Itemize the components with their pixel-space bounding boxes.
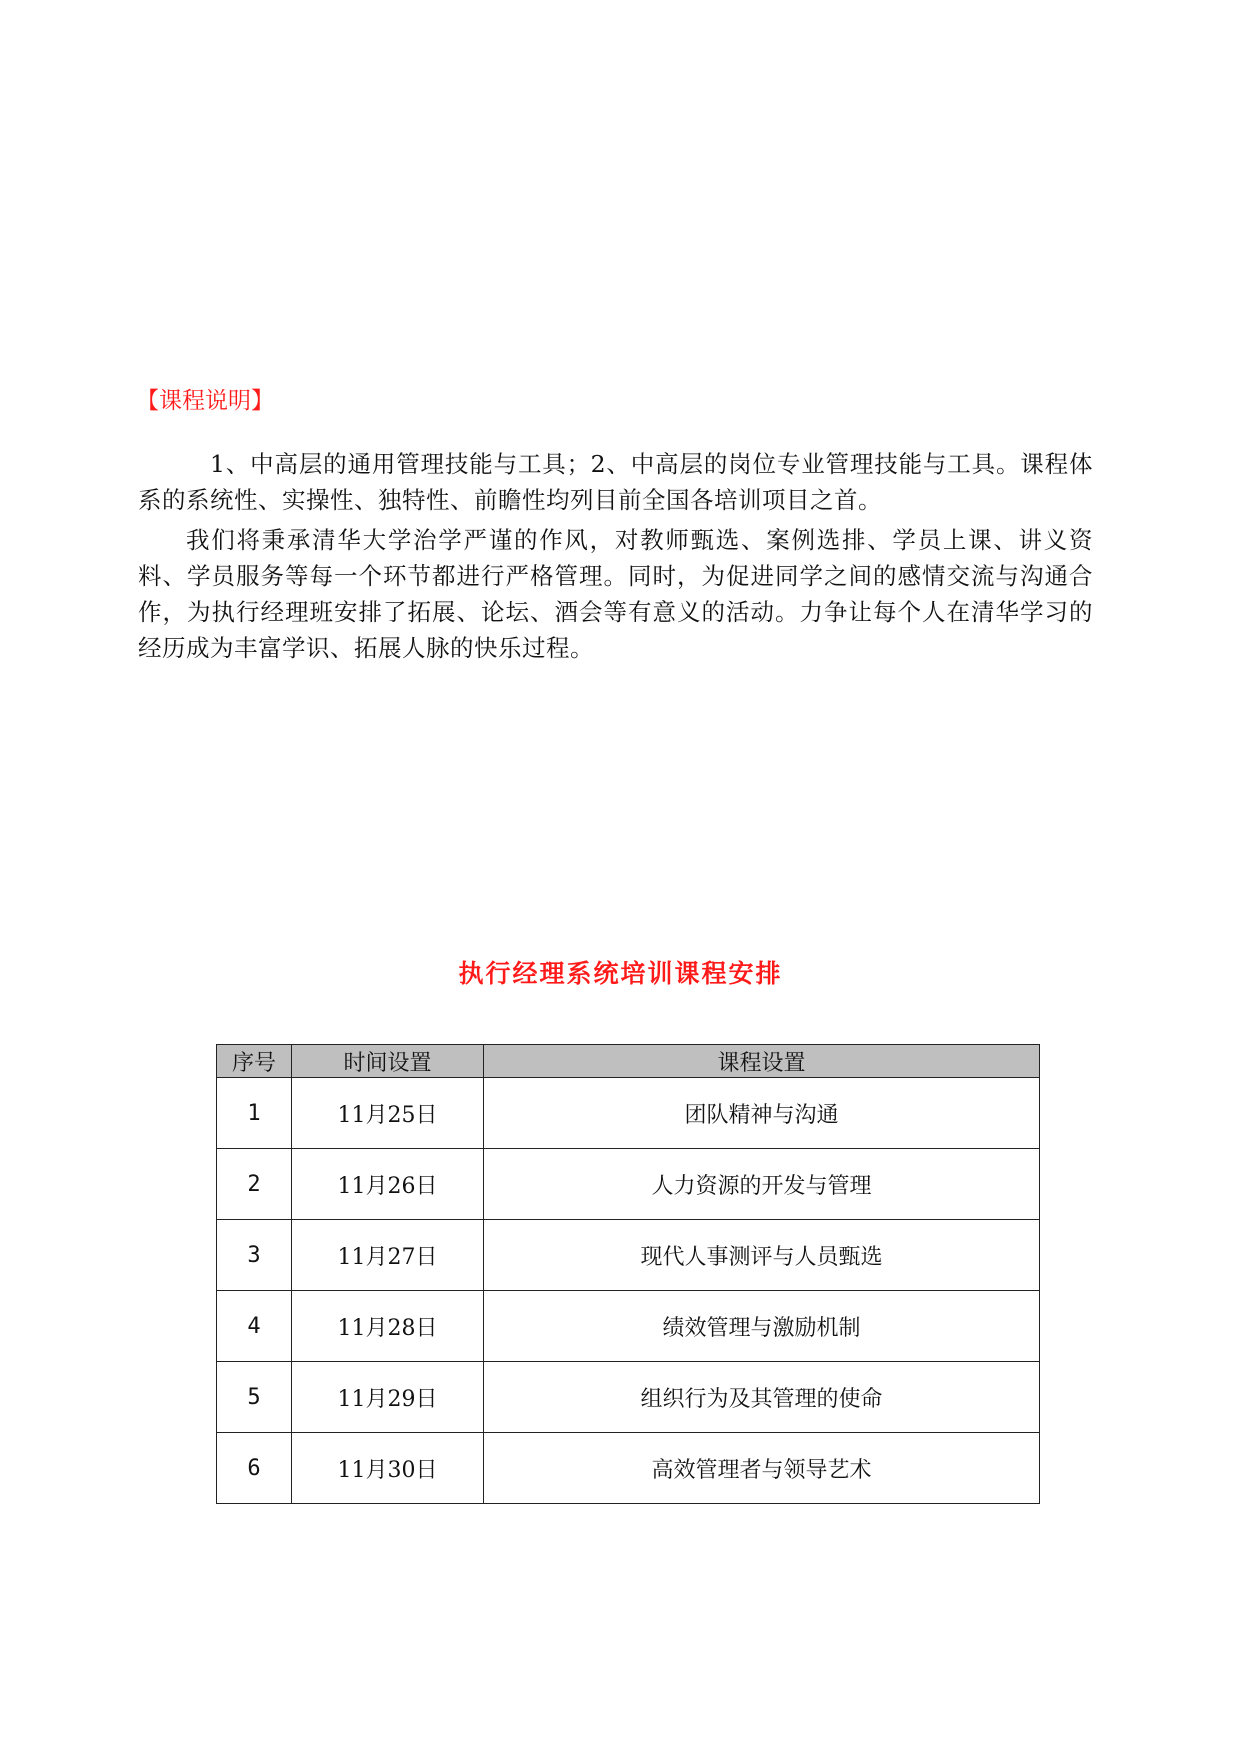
row-date: 11月29日 [292, 1362, 484, 1433]
row-course: 人力资源的开发与管理 [484, 1149, 1040, 1220]
row-course: 组织行为及其管理的使命 [484, 1362, 1040, 1433]
course-description-paragraph-1: 1、中高层的通用管理技能与工具；2、中高层的岗位专业管理技能与工具。课程体系的系统性、实操性、独特性、前瞻性均列目前全国各培训项目之首。 [138, 450, 1093, 514]
table-row [217, 1220, 1040, 1291]
table-row [217, 1078, 1040, 1149]
row-course: 绩效管理与激励机制 [484, 1291, 1040, 1362]
row-date: 11月27日 [292, 1220, 484, 1291]
table-header-row [217, 1045, 1040, 1078]
table-row [217, 1291, 1040, 1362]
schedule-table [216, 1044, 1040, 1504]
schedule-title: 执行经理系统培训课程安排 [458, 959, 783, 988]
table-row [217, 1362, 1040, 1433]
row-course: 团队精神与沟通 [484, 1078, 1040, 1149]
row-index: 1 [217, 1078, 292, 1149]
row-index: 6 [217, 1433, 292, 1504]
row-date: 11月28日 [292, 1291, 484, 1362]
course-description-paragraph-2: 我们将秉承清华大学治学严谨的作风，对教师甄选、案例选排、学员上课、讲义资料、学员服务等每一个环节都进行严格管理。同时，为促进同学之间的感情交流与沟通合作，为执行经理班安排了拓展、论坛、酒会等有意义的活动。力争让每个人在清华学习的经历成为丰富学识、拓展人脉的快乐过程。 [138, 526, 1093, 662]
header-course: 课程设置 [484, 1045, 1040, 1078]
row-index: 5 [217, 1362, 292, 1433]
course-description-heading: 【课程说明】 [136, 388, 274, 414]
row-date: 11月30日 [292, 1433, 484, 1504]
header-date: 时间设置 [292, 1045, 484, 1078]
row-index: 2 [217, 1149, 292, 1220]
row-index: 4 [217, 1291, 292, 1362]
row-date: 11月26日 [292, 1149, 484, 1220]
row-index: 3 [217, 1220, 292, 1291]
table-row [217, 1149, 1040, 1220]
row-course: 现代人事测评与人员甄选 [484, 1220, 1040, 1291]
header-index: 序号 [217, 1045, 292, 1078]
row-date: 11月25日 [292, 1078, 484, 1149]
row-course: 高效管理者与领导艺术 [484, 1433, 1040, 1504]
table-row [217, 1433, 1040, 1504]
